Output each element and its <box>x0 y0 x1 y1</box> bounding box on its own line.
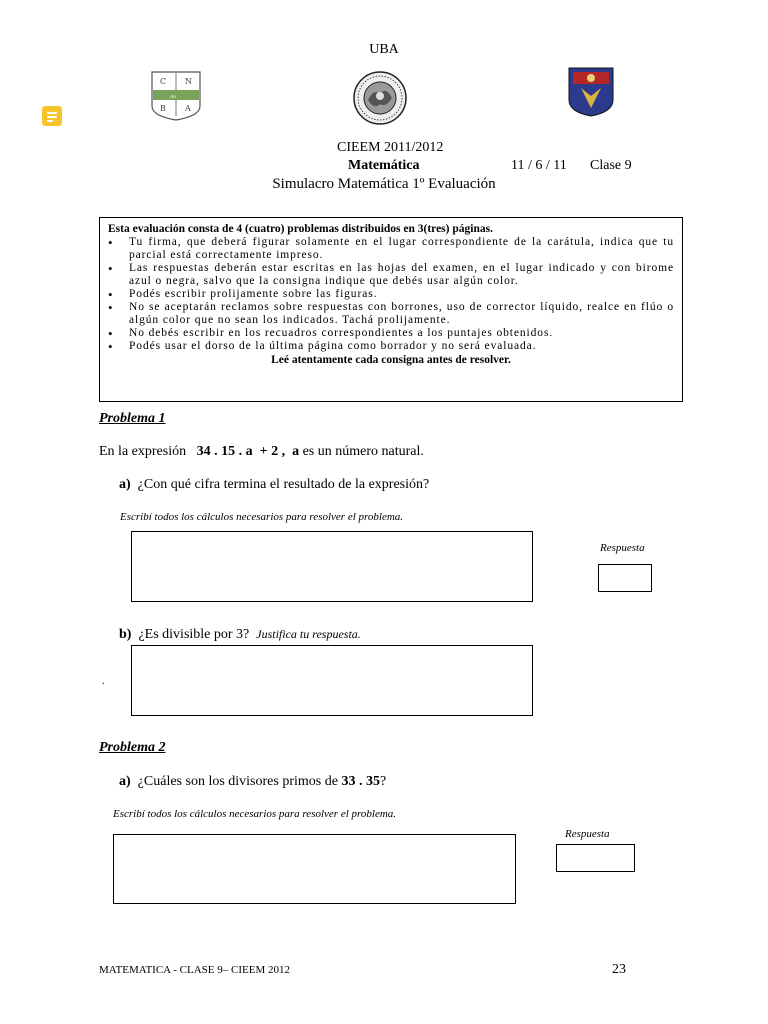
problem-1-statement <box>99 444 424 460</box>
variable: a <box>292 444 300 459</box>
problem-2a-answer-box[interactable] <box>556 844 635 872</box>
stray-mark: . <box>102 676 105 687</box>
instruction-item: • Podés escribir prolijamente sobre las figuras. <box>108 288 674 301</box>
instruction-item: • Las respuestas deberán estar escritas en las hojas del examen, en el lugar indicado y con birome azul o negra, salvo que la consigna indique que debés usar algún color. <box>108 262 674 288</box>
instruction-item: • No se aceptarán reclamos sobre respuestas con borrones, uso de corrector líquido, realce en flúo o algún color que no sean los indicados. Tachá prolijamente. <box>108 301 674 327</box>
exam-title: Simulacro Matemática 1º Evaluación <box>272 176 496 192</box>
expression: 33 . 35 <box>341 774 380 789</box>
question-text: ¿Es divisible por 3? <box>138 627 250 642</box>
svg-text:A: A <box>185 104 191 113</box>
problem-1a-work-box[interactable] <box>131 531 533 602</box>
statement-prefix: En la expresión <box>99 444 187 459</box>
instructions-list <box>108 236 674 353</box>
problem-2a-question <box>119 774 386 790</box>
svg-text:N: N <box>185 77 192 86</box>
instructions-title: Esta evaluación consta de 4 (cuatro) problemas distribuidos en 3(tres) páginas. <box>108 223 493 235</box>
problem-2-title: Problema 2 <box>99 740 166 755</box>
exam-date: 11 / 6 / 11 <box>511 158 567 173</box>
instruction-item: • Tu firma, que deberá figurar solamente en el lugar correspondiente de la carátula, indica que tu parcial está correctamente impreso. <box>108 236 674 262</box>
problem-1-title: Problema 1 <box>99 411 166 426</box>
cnba-logo <box>150 70 202 122</box>
comment-icon[interactable] <box>42 106 62 126</box>
problem-2a-answer-label: Respuesta <box>565 828 610 840</box>
instructions-footer: Leé atentamente cada consigna antes de resolver. <box>271 354 511 366</box>
statement-suffix: es un número natural. <box>302 444 424 459</box>
item-label: a) <box>119 774 131 789</box>
problem-2a-work-box[interactable] <box>113 834 516 904</box>
subject-label: Matemática <box>348 158 420 173</box>
uba-seal-logo <box>352 70 408 126</box>
expression: 34 . 15 . a + 2 , <box>196 444 286 459</box>
item-label: b) <box>119 627 132 642</box>
instruction-item: • Podés usar el dorso de la última página como borrador y no será evaluada. <box>108 340 674 353</box>
question-text: ¿Cuáles son los divisores primos de <box>137 774 338 789</box>
item-label: a) <box>119 477 131 492</box>
instruction-item: • No debés escribir en los recuadros correspondientes a los puntajes obtenidos. <box>108 327 674 340</box>
problem-1b-work-box[interactable] <box>131 645 533 716</box>
course-label: CIEEM 2011/2012 <box>337 140 444 155</box>
page-footer-text: MATEMATICA - CLASE 9– CIEEM 2012 <box>99 964 290 976</box>
school-crest-logo <box>567 66 615 118</box>
svg-text:de: de <box>170 94 177 100</box>
class-label: Clase 9 <box>590 158 632 173</box>
svg-text:C: C <box>160 77 167 86</box>
problem-1a-question <box>119 477 429 493</box>
question-hint: Justifica tu respuesta. <box>256 627 361 641</box>
page-number: 23 <box>612 962 626 977</box>
university-name: UBA <box>369 42 399 57</box>
problem-1a-hint: Escribí todos los cálculos necesarios para resolver el problema. <box>120 511 404 523</box>
question-suffix: ? <box>379 774 387 789</box>
problem-1b-question <box>119 627 361 643</box>
question-text: ¿Con qué cifra termina el resultado de la expresión? <box>137 477 430 492</box>
problem-2a-hint: Escribí todos los cálculos necesarios para resolver el problema. <box>113 808 397 820</box>
problem-1a-answer-label: Respuesta <box>600 542 645 554</box>
instructions-box <box>99 217 683 402</box>
problem-1a-answer-box[interactable] <box>598 564 652 592</box>
svg-text:B: B <box>160 104 166 113</box>
